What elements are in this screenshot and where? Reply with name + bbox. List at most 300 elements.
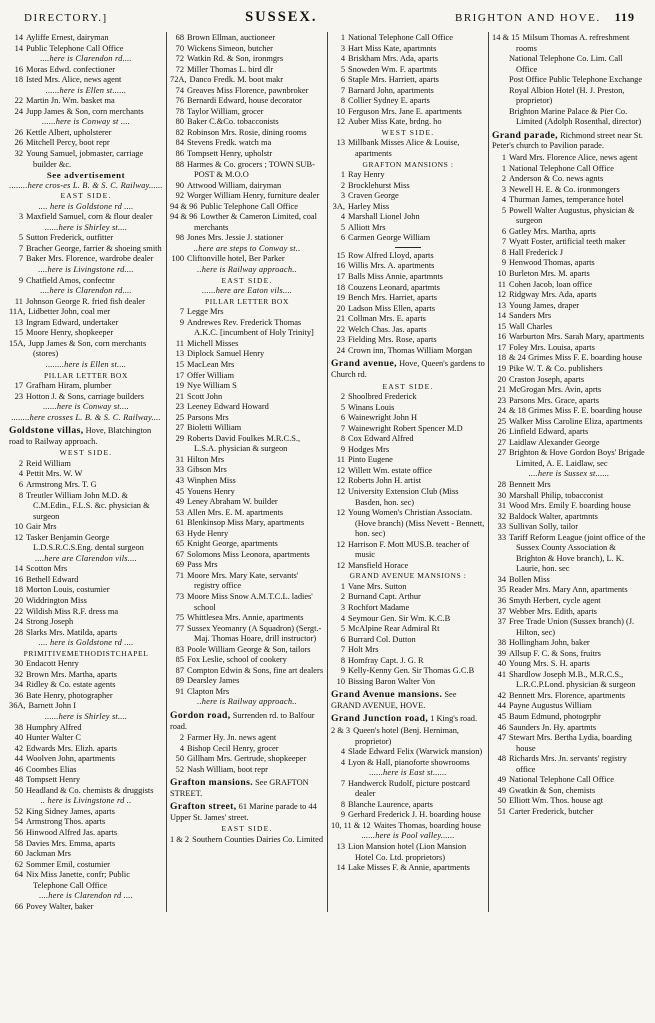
entry-text: Scott John <box>187 391 223 401</box>
entry-number: 78 <box>175 106 184 116</box>
street-name: Grand parade, <box>492 129 558 141</box>
entry-number: 28 <box>497 479 506 489</box>
directory-entry <box>492 491 646 502</box>
entry-text: Foley Mrs. Louisa, aparts <box>509 342 595 352</box>
entry-number: 27 <box>497 448 506 458</box>
directory-entry <box>492 691 646 702</box>
directory-entry <box>331 455 485 466</box>
entry-text: Stevens Fredk. watch ma <box>187 138 272 148</box>
entry-text: Barnett John I <box>28 701 76 711</box>
entry-text: National Telephone Call Office <box>509 163 614 173</box>
entry-number: 100 <box>171 254 184 264</box>
entry-number: 42 <box>14 743 23 753</box>
directory-entry <box>492 332 646 343</box>
directory-entry <box>9 849 163 860</box>
entry-number: 20 <box>497 374 506 384</box>
directory-entry <box>331 325 485 336</box>
entry-number: 52 <box>175 764 184 774</box>
cross-street-note: ........here cros-es L. B. & S. C. Railway...... <box>9 180 163 190</box>
entry-number: 29 <box>175 433 184 443</box>
entry-text: Hyde Henry <box>187 528 229 538</box>
street-description: 1 King's road. <box>430 714 478 724</box>
directory-entry <box>331 272 485 283</box>
directory-entry <box>9 107 163 118</box>
entry-number: 22 <box>336 324 345 334</box>
directory-entry <box>492 427 646 438</box>
directory-entry <box>492 153 646 164</box>
entry-text: Martin Jn. Wm. basket ma <box>26 96 115 106</box>
entry-text: Anderson & Co. news agnts <box>509 174 604 184</box>
directory-entry <box>9 564 163 575</box>
entry-text: Roberts David Foulkes M.R.C.S., L.S.A. physician & surgeon <box>187 433 301 454</box>
directory-entry <box>9 491 163 523</box>
directory-entry <box>9 307 163 318</box>
entry-text: Baldock Walter, apartmnts <box>509 511 598 521</box>
entry-text: Hunter Walter C <box>26 733 81 743</box>
entry-number: 68 <box>175 33 184 42</box>
directory-entry <box>331 283 485 294</box>
directory-entry <box>170 434 324 455</box>
entry-text: Young Mrs. S. H. aparts <box>509 659 590 669</box>
street-heading <box>9 426 163 447</box>
entry-number: 4 <box>179 743 184 753</box>
entry-text: Powell Walter Augustus, physician & surgeon <box>509 205 635 226</box>
cross-street-note: ..here are steps to Conway st.. <box>193 243 301 253</box>
directory-entry <box>170 371 324 382</box>
entry-number: 24 <box>336 345 345 355</box>
entry-text: Maxfield Samuel, corn & flour dealer <box>26 212 153 222</box>
directory-entry <box>492 670 646 691</box>
entry-number: 12 <box>336 117 345 127</box>
entry-number: 5 <box>340 222 345 232</box>
entry-text: Roberts John H. artist <box>348 476 422 486</box>
directory-entry <box>170 138 324 149</box>
street-name: Goldstone villas, <box>9 425 84 437</box>
entry-number: 33 <box>175 465 184 475</box>
entry-number: 52 <box>14 806 23 816</box>
directory-entry <box>331 304 485 315</box>
directory-entry <box>331 624 485 635</box>
directory-entry <box>9 860 163 871</box>
entry-text: Richards Mrs. Jn. servants' registry office <box>509 754 627 774</box>
entry-number: 35 <box>497 585 506 595</box>
entry-number: 7 <box>18 254 23 264</box>
entry-text: Brighton Marine Palace & Pier Co. Limited (Adolph Rosenthal, director) <box>509 106 642 127</box>
entry-number: 10 <box>14 522 23 532</box>
entry-text: Nix Miss Janette, confr; Public Telephone Call Office <box>26 870 130 890</box>
entry-text: Worger William Henry, furniture dealer <box>187 191 320 201</box>
entry-text: Allsup F. C. & Sons, fruitrs <box>509 648 601 658</box>
entry-text: King Sidney James, aparts <box>26 806 115 816</box>
directory-entry <box>331 314 485 325</box>
entry-number: 98 <box>175 233 184 243</box>
directory-entry <box>9 807 163 818</box>
entry-text: Tompsett Henry, upholstr <box>187 149 273 159</box>
cross-street-note: ......here is Conway st .... <box>41 117 131 127</box>
entry-text: Marshall Lionel John <box>348 212 420 222</box>
directory-entry <box>9 318 163 329</box>
entry-number: 45 <box>497 712 506 721</box>
entry-text: Leney Abraham W. builder <box>187 497 278 507</box>
directory-entry <box>331 842 485 863</box>
directory-entry <box>331 335 485 346</box>
entry-text: Farmer Hy. Jn. news agent <box>187 733 277 743</box>
entry-text: Jones Mrs. Jessie J. stationer <box>187 233 284 243</box>
cross-street-note: ......here is Shirley st.... <box>44 222 128 232</box>
entry-text: Bernardi Edward, house decorator <box>187 96 302 106</box>
entry-number: 13 <box>175 349 184 359</box>
entry-number: 44 <box>14 754 23 764</box>
entry-text: Legge Mrs <box>187 307 224 317</box>
entry-text: Bioletti William <box>187 423 242 433</box>
entry-number: 16 <box>14 64 23 74</box>
smallcaps-heading: GRAFTON MANSIONS : <box>362 159 454 169</box>
directory-entry <box>492 86 646 107</box>
entry-text: Moore Mrs. Mary Kate, servants' registry office <box>187 570 299 591</box>
entry-text: Milsum Thomas A. refreshment rooms <box>516 33 630 53</box>
entry-number: 13 <box>336 138 345 148</box>
entry-text: Ridgway Mrs. Ada, aparts <box>509 290 597 300</box>
directory-entry <box>9 617 163 628</box>
directory-entry <box>170 96 324 107</box>
entry-number: 13 <box>497 300 506 310</box>
entry-text: Craven George <box>348 191 399 201</box>
entry-number: 23 <box>14 391 23 401</box>
entry-number: 12 <box>336 465 345 475</box>
side-heading: WEST SIDE. <box>59 448 113 458</box>
entry-number: 13 <box>336 842 345 852</box>
directory-entry <box>170 233 324 244</box>
entry-number: 2 <box>18 458 23 468</box>
entry-number: 9 <box>340 444 345 454</box>
directory-entry <box>9 585 163 596</box>
entry-text: Gillham Mrs. Gertrude, shopkeeper <box>187 754 307 764</box>
entry-text: Vane Mrs. Sutton <box>348 581 407 591</box>
entry-number: 40 <box>497 659 506 669</box>
entry-text: Ladson Miss Ellen, aparts <box>348 303 435 313</box>
entry-text: Crown inn, Thomas William Morgan <box>348 345 473 355</box>
directory-entry <box>9 138 163 149</box>
entry-number: 24 <box>14 106 23 116</box>
directory-entry <box>492 733 646 754</box>
entry-number: 10 <box>336 106 345 116</box>
street-description: 61 Marine parade to 44 Upper St. James' street. <box>170 802 317 822</box>
directory-entry <box>492 280 646 291</box>
entry-number: 30 <box>14 659 23 669</box>
entry-text: Scotton Mrs <box>26 564 68 574</box>
entry-number: 11 <box>175 338 184 348</box>
entry-number: 15 <box>14 328 23 338</box>
directory-entry <box>9 828 163 839</box>
entry-number: 76 <box>175 96 184 106</box>
entry-text: National Telephone Co. Lim. Call Office <box>509 54 623 74</box>
entry-text: Carmen George William <box>348 233 431 243</box>
entry-text: Bench Mrs. Harriet, aparts <box>348 293 438 303</box>
directory-entry <box>9 339 163 360</box>
entry-text: Bennett Mrs. Florence, apartments <box>509 690 626 700</box>
entry-text: Lowther & Cameron Limited, coal merchants <box>194 212 317 232</box>
entry-text: Young Samuel, jobmaster, carriage builder &c. <box>26 149 144 169</box>
directory-entry <box>170 754 324 765</box>
directory-entry <box>170 687 324 698</box>
entry-text: Blenkinsop Miss Mary, apartments <box>187 518 305 528</box>
entry-number: 19 <box>497 363 506 373</box>
street-description: See GRAND AVENUE, HOVE. <box>331 690 457 710</box>
entry-text: Smyth Herbert, cycle agent <box>509 595 601 605</box>
entry-text: Woolven John, apartments <box>26 754 115 764</box>
entry-text: Wood Mrs. Emily F. boarding house <box>509 501 631 511</box>
entry-text: Collman Mrs. E. aparts <box>348 314 426 324</box>
entry-text: Moras Edwd. confectioner <box>26 64 116 74</box>
entry-text: Kelly-Kenny Gen. Sir Thomas G.C.B <box>348 666 475 676</box>
directory-entry <box>331 86 485 97</box>
entry-number: 94 & 96 <box>170 201 198 211</box>
directory-entry <box>492 522 646 533</box>
directory-entry <box>170 339 324 350</box>
entry-number: 87 <box>175 665 184 675</box>
cross-street-note: ....here is Clarendon rd.... <box>40 286 132 296</box>
entry-number: 46 <box>14 764 23 774</box>
entry-number: 92 <box>175 191 184 201</box>
directory-entry <box>170 349 324 360</box>
entry-number: 51 <box>497 806 506 816</box>
entry-number: 22 <box>14 96 23 106</box>
entry-text: Briskham Mrs. Ada, aparts <box>348 54 439 64</box>
entry-text: Slade Edward Felix (Warwick mansion) <box>348 747 483 757</box>
entry-number: 63 <box>175 528 184 538</box>
directory-entry <box>170 733 324 744</box>
entry-text: Ridley & Co. estate agents <box>26 680 116 690</box>
entry-number: 16 <box>497 332 506 342</box>
entry-text: Seymour Gen. Sir Wm. K.C.B <box>348 613 451 623</box>
entry-number: 26 <box>14 138 23 148</box>
entry-number: 4 <box>340 54 345 64</box>
entry-text: Bennett Mrs <box>509 479 551 489</box>
entry-number: 38 <box>497 638 506 648</box>
entry-text: Bate Henry, photographer <box>26 690 113 700</box>
directory-entry <box>492 438 646 449</box>
entry-text: Ferguson Mrs. Jane E. apartments <box>348 106 462 116</box>
entry-text: Watkin Rd. & Son, ironmgrs <box>187 54 284 64</box>
directory-entry <box>9 254 163 265</box>
entry-number: 88 <box>175 159 184 169</box>
directory-entry <box>492 607 646 618</box>
entry-number: 36 <box>14 690 23 700</box>
cross-street-note: ....here is Clarendon rd.... <box>40 54 132 64</box>
directory-entry <box>331 445 485 456</box>
entry-text: Gair Mrs <box>26 522 57 532</box>
entry-text: Fielding Mrs. Rose, aparts <box>348 335 437 345</box>
entry-number: 2 <box>179 733 184 743</box>
directory-entry <box>9 480 163 491</box>
directory-entry <box>170 624 324 645</box>
entry-number: 39 <box>497 648 506 658</box>
directory-entry <box>9 75 163 86</box>
entry-number: 19 <box>175 381 184 391</box>
entry-number: 44 <box>497 701 506 711</box>
entry-number: 1 <box>501 153 506 163</box>
directory-entry <box>170 160 324 181</box>
directory-entry <box>170 307 324 318</box>
cross-street-note: .. here is Livingstone rd .. <box>40 796 132 806</box>
header-left: DIRECTORY.] <box>24 12 108 24</box>
entry-text: Pinto Eugene <box>348 455 393 465</box>
directory-entry <box>331 487 485 508</box>
entry-number: 91 <box>175 686 184 696</box>
entry-number: 61 <box>175 518 184 528</box>
directory-entry <box>492 512 646 523</box>
entry-number: 22 <box>14 606 23 616</box>
entry-text: Couzens Leonard, apartmts <box>348 282 440 292</box>
entry-number: 25 <box>175 412 184 422</box>
entry-text: Youens Henry <box>187 486 235 496</box>
directory-entry <box>331 821 485 832</box>
entry-text: Armstrong Thos. aparts <box>26 817 106 827</box>
entry-number: 50 <box>175 754 184 764</box>
entry-text: Attwood William, dairyman <box>187 180 282 190</box>
directory-entry <box>492 174 646 185</box>
entry-number: 26 <box>497 427 506 437</box>
entry-number: 26 <box>14 127 23 137</box>
directory-entry <box>170 75 324 86</box>
entry-text: Humphry Alfred <box>26 722 82 732</box>
entry-text: Millbank Misses Alice & Louise, apartments <box>348 138 460 159</box>
entry-text: Handwerck Rudolf, picture postcard dealer <box>348 778 470 799</box>
directory-entry <box>331 223 485 234</box>
directory-entry <box>9 744 163 755</box>
entry-number: 71 <box>175 570 184 580</box>
directory-entry <box>9 607 163 618</box>
entry-number: 2 <box>340 180 345 190</box>
directory-entry <box>9 469 163 480</box>
directory-entry <box>170 539 324 550</box>
entry-text: Dearsley James <box>187 676 240 686</box>
entry-text: Royal Albion Hotel (H. J. Preston, proprietor) <box>509 85 625 106</box>
directory-entry <box>170 655 324 666</box>
street-description: See GRAFTON STREET. <box>170 778 309 798</box>
directory-entry <box>492 396 646 407</box>
entry-text: Grafham Hiram, plumber <box>26 381 112 391</box>
entry-text: Holt Mrs <box>348 645 379 655</box>
directory-entry <box>492 343 646 354</box>
entry-number: 7 <box>340 778 345 788</box>
entry-number: 27 <box>497 437 506 447</box>
entry-text: Tompsett Henry <box>26 775 81 785</box>
directory-entry <box>331 424 485 435</box>
directory-entry <box>492 258 646 269</box>
entry-text: Burnand Capt. Arthur <box>348 592 421 602</box>
entry-text: Diplock Samuel Henry <box>187 349 265 359</box>
entry-number: 46 <box>497 722 506 732</box>
entry-number: 56 <box>14 828 23 838</box>
entry-text: McAlpine Rear Admiral Rt <box>348 624 440 634</box>
entry-text: Elliott Wm. Thos. house agt <box>509 796 604 806</box>
street-heading <box>170 778 324 799</box>
entry-text: Public Telephone Call Office <box>200 201 298 211</box>
entry-text: Stewart Mrs. Bertha Lydia, boarding house <box>509 733 632 753</box>
entry-number: 21 <box>497 385 506 395</box>
smallcaps-heading: GRAND AVENUE MANSIONS : <box>349 571 467 581</box>
entry-text: Compton Edwin & Sons, fine art dealers <box>187 665 324 675</box>
entry-text: Hodges Mrs <box>348 444 390 454</box>
entry-number: 9 <box>340 666 345 676</box>
entry-number: 31 <box>497 501 506 511</box>
entry-number: 12 <box>336 508 345 518</box>
entry-number: 9 <box>340 810 345 820</box>
entry-text: Lyon & Hall, pianoforte showrooms <box>348 757 470 767</box>
directory-entry <box>9 459 163 470</box>
directory-entry <box>331 810 485 821</box>
entry-number: 15A, <box>9 338 26 348</box>
page-header <box>6 5 649 32</box>
entry-text: Alliott Mrs <box>348 222 386 232</box>
entry-text: MacLean Mrs <box>187 359 235 369</box>
street-name: Grand Junction road, <box>331 713 429 725</box>
entry-text: Winans Louis <box>348 402 395 412</box>
directory-entry <box>492 301 646 312</box>
entry-text: Waites Thomas, boarding house <box>373 820 481 830</box>
entry-number: 32 <box>14 149 23 159</box>
entry-text: Johnson George R. fried fish dealer <box>26 296 145 306</box>
entry-text: Tariff Reform League (joint office of the Sussex County Association & Brighton & Hove branch), L. K. Laurie, hon. sec <box>509 532 646 574</box>
directory-entry <box>9 297 163 308</box>
directory-entry <box>331 677 485 688</box>
entry-number: 14 & 15 <box>492 33 520 42</box>
entry-text: Wainewright John H <box>348 413 418 423</box>
entry-number: 6 <box>501 226 506 236</box>
entry-text: Post Office Public Telephone Exchange <box>509 75 643 85</box>
entry-number: 6 <box>340 634 345 644</box>
entry-text: Sullivan Solly, tailor <box>509 522 579 532</box>
street-description: Hove, Queen's gardens to Church rd. <box>331 359 485 379</box>
entry-text: Wildish Miss R.F. dress ma <box>26 606 119 616</box>
directory-entry <box>331 582 485 593</box>
entry-text: Michell Misses <box>187 338 239 348</box>
entry-number: 36 <box>497 595 506 605</box>
street-heading <box>331 690 485 711</box>
entry-text: Barnard John, apartments <box>348 85 434 95</box>
directory-entry <box>9 680 163 691</box>
directory-entry <box>9 902 163 913</box>
entry-number: 11 <box>14 296 23 306</box>
entry-number: 10, 11 & 12 <box>331 820 371 830</box>
entry-text: Shardlow Joseph M.B., M.R.C.S., L.R.C.P.Lond. physician & surgeon <box>509 669 636 690</box>
directory-entry <box>492 353 646 364</box>
directory-entry <box>170 571 324 592</box>
directory-entry <box>9 522 163 533</box>
directory-entry <box>331 540 485 561</box>
entry-text: Mitchell Percy, boot repr <box>26 138 110 148</box>
directory-entry <box>9 96 163 107</box>
directory-entry <box>9 65 163 76</box>
entry-number: 62 <box>14 859 23 869</box>
cross-street-note: ....here is Livingstone rd.... <box>38 265 134 275</box>
entry-number: 11A, <box>9 307 26 317</box>
street-heading <box>170 711 324 732</box>
entry-number: 1 <box>340 581 345 591</box>
street-name: Grand Avenue mansions. <box>331 689 443 701</box>
entry-text: Baker C.&Co. tobacconists <box>187 117 279 127</box>
entry-number: 7 <box>18 243 23 253</box>
entry-number: 21 <box>175 391 184 401</box>
directory-entry <box>9 276 163 287</box>
directory-entry <box>9 723 163 734</box>
entry-number: 42 <box>497 690 506 700</box>
entry-number: 5 <box>18 233 23 243</box>
directory-entry <box>170 560 324 571</box>
directory-entry <box>9 701 163 712</box>
entry-number: 8 <box>501 247 506 257</box>
